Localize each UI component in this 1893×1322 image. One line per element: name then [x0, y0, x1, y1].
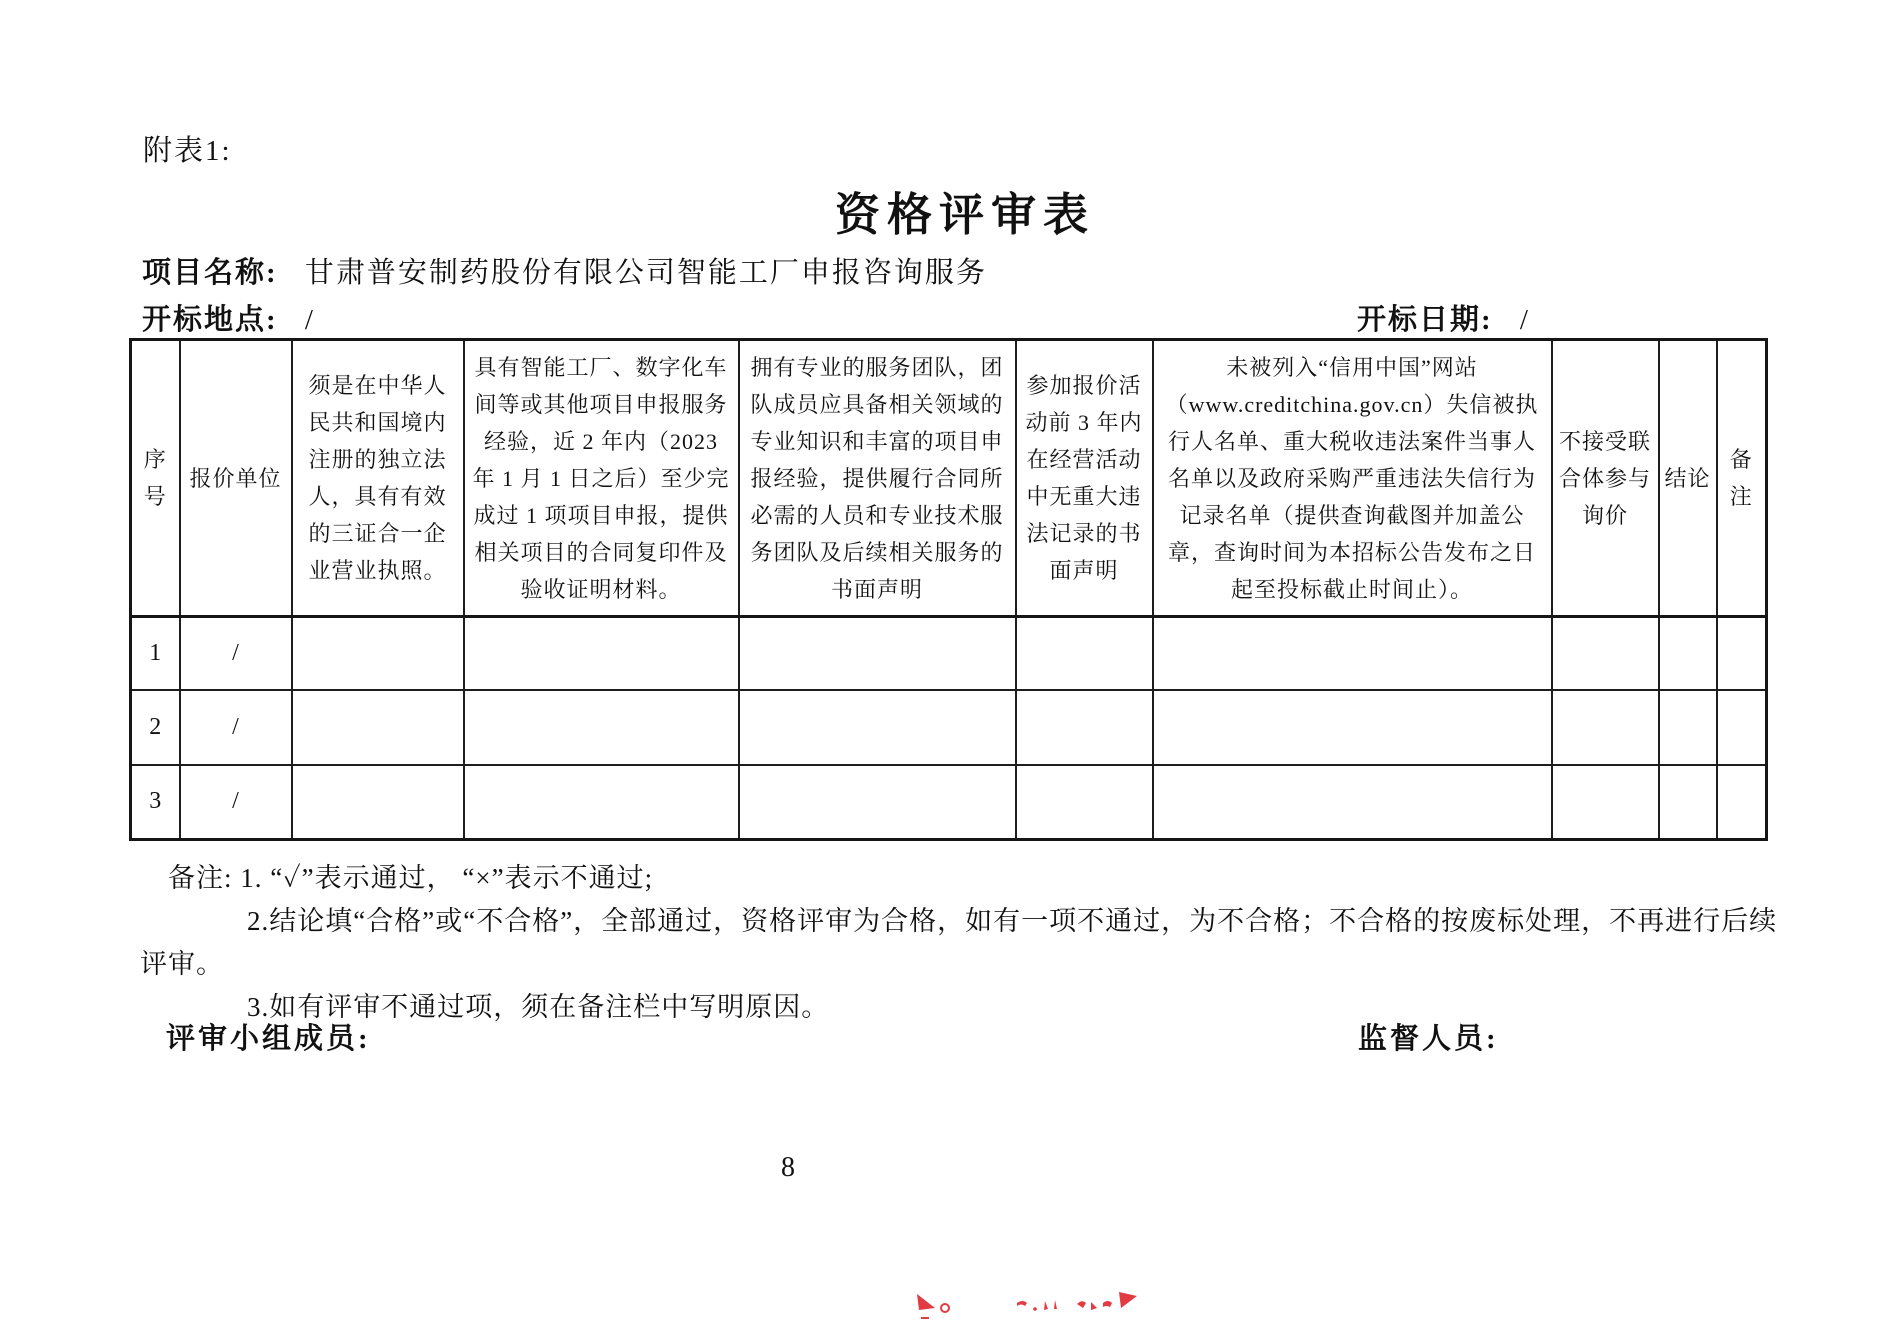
row3-cell	[739, 765, 1016, 840]
row2-cell	[739, 690, 1016, 765]
row1-cell	[1552, 617, 1659, 690]
annex-label: 附表1:	[143, 135, 232, 167]
row1-conclusion	[1659, 617, 1717, 690]
review-team-label: 评审小组成员:	[166, 1023, 371, 1055]
header-seq-no: 序号	[131, 340, 180, 617]
row1-cell	[1016, 617, 1153, 690]
bid-date-value: /	[1519, 304, 1530, 336]
page-number: 8	[781, 1152, 795, 1183]
row3-remarks	[1717, 765, 1767, 840]
bid-date-line	[1357, 297, 1530, 338]
project-name-line	[142, 250, 987, 291]
header-team-requirement: 拥有专业的服务团队，团队成员应具备相关领域的专业知识和丰富的项目申报经验，提供履行合同所必需的人员和专业技术服务团队及后续相关服务的书面声明	[739, 340, 1016, 617]
bid-location-label: 开标地点:	[142, 304, 278, 336]
row1-seq: 1	[131, 617, 180, 690]
bid-date-label: 开标日期:	[1357, 304, 1493, 336]
bid-location-value: /	[304, 304, 315, 336]
row2-remarks	[1717, 690, 1767, 765]
table-row	[131, 617, 1767, 690]
header-conclusion: 结论	[1659, 340, 1717, 617]
row2-bidder: /	[180, 690, 292, 765]
row3-cell	[1016, 765, 1153, 840]
row3-seq: 3	[131, 765, 180, 840]
row3-conclusion	[1659, 765, 1717, 840]
table-row	[131, 690, 1767, 765]
row1-cell	[739, 617, 1016, 690]
project-name-value: 甘肃普安制药股份有限公司智能工厂申报咨询服务	[304, 257, 987, 289]
row2-cell	[464, 690, 739, 765]
project-name-label: 项目名称:	[142, 257, 278, 289]
row3-cell	[1552, 765, 1659, 840]
row3-cell	[464, 765, 739, 840]
row2-cell	[1016, 690, 1153, 765]
header-no-consortium: 不接受联合体参与询价	[1552, 340, 1659, 617]
note-line-1: 备注: 1. “✓”表示通过， “×”表示不通过;	[168, 863, 654, 893]
red-stamp-fragments	[905, 1286, 1150, 1320]
row2-cell	[1552, 690, 1659, 765]
row1-cell	[1153, 617, 1552, 690]
row2-cell	[1153, 690, 1552, 765]
header-legal-entity-requirement: 须是在中华人民共和国境内注册的独立法人，具有有效的三证合一企业营业执照。	[292, 340, 464, 617]
header-credit-china-requirement: 未被列入“信用中国”网站（www.creditchina.gov.cn）失信被执行人名单、重大税收违法案件当事人名单以及政府采购严重违法失信行为记录名单（提供查询截图并加盖公章，查询时间为本招标公告发布之日起至投标截止时间止）。	[1153, 340, 1552, 617]
row1-cell	[464, 617, 739, 690]
row1-bidder: /	[180, 617, 292, 690]
page-title: 资格评审表	[834, 190, 1095, 240]
row3-cell	[1153, 765, 1552, 840]
bid-location-line	[142, 297, 315, 338]
row2-seq: 2	[131, 690, 180, 765]
note-line-2: 2.结论填“合格”或“不合格”，全部通过，资格评审为合格，如有一项不通过，为不合格；不合格的按废标处理，不再进行后续	[247, 906, 1778, 936]
header-bidder-unit: 报价单位	[180, 340, 292, 617]
row1-remarks	[1717, 617, 1767, 690]
qualification-review-table	[129, 338, 1768, 841]
header-remarks: 备注	[1717, 340, 1767, 617]
header-experience-requirement: 具有智能工厂、数字化车间等或其他项目申报服务经验，近 2 年内（2023 年 1 月 1 日之后）至少完成过 1 项项目申报，提供相关项目的合同复印件及验收证明材料。	[464, 340, 739, 617]
row2-cell	[292, 690, 464, 765]
row2-conclusion	[1659, 690, 1717, 765]
row3-cell	[292, 765, 464, 840]
table-header-row	[131, 340, 1767, 617]
note-line-3: 3.如有评审不通过项，须在备注栏中写明原因。	[247, 992, 830, 1022]
row3-bidder: /	[180, 765, 292, 840]
header-no-violation-declaration: 参加报价活动前 3 年内在经营活动中无重大违法记录的书面声明	[1016, 340, 1153, 617]
row1-cell	[292, 617, 464, 690]
table-row	[131, 765, 1767, 840]
note-line-2-continuation: 评审。	[140, 949, 224, 979]
supervisor-label: 监督人员:	[1358, 1023, 1499, 1055]
